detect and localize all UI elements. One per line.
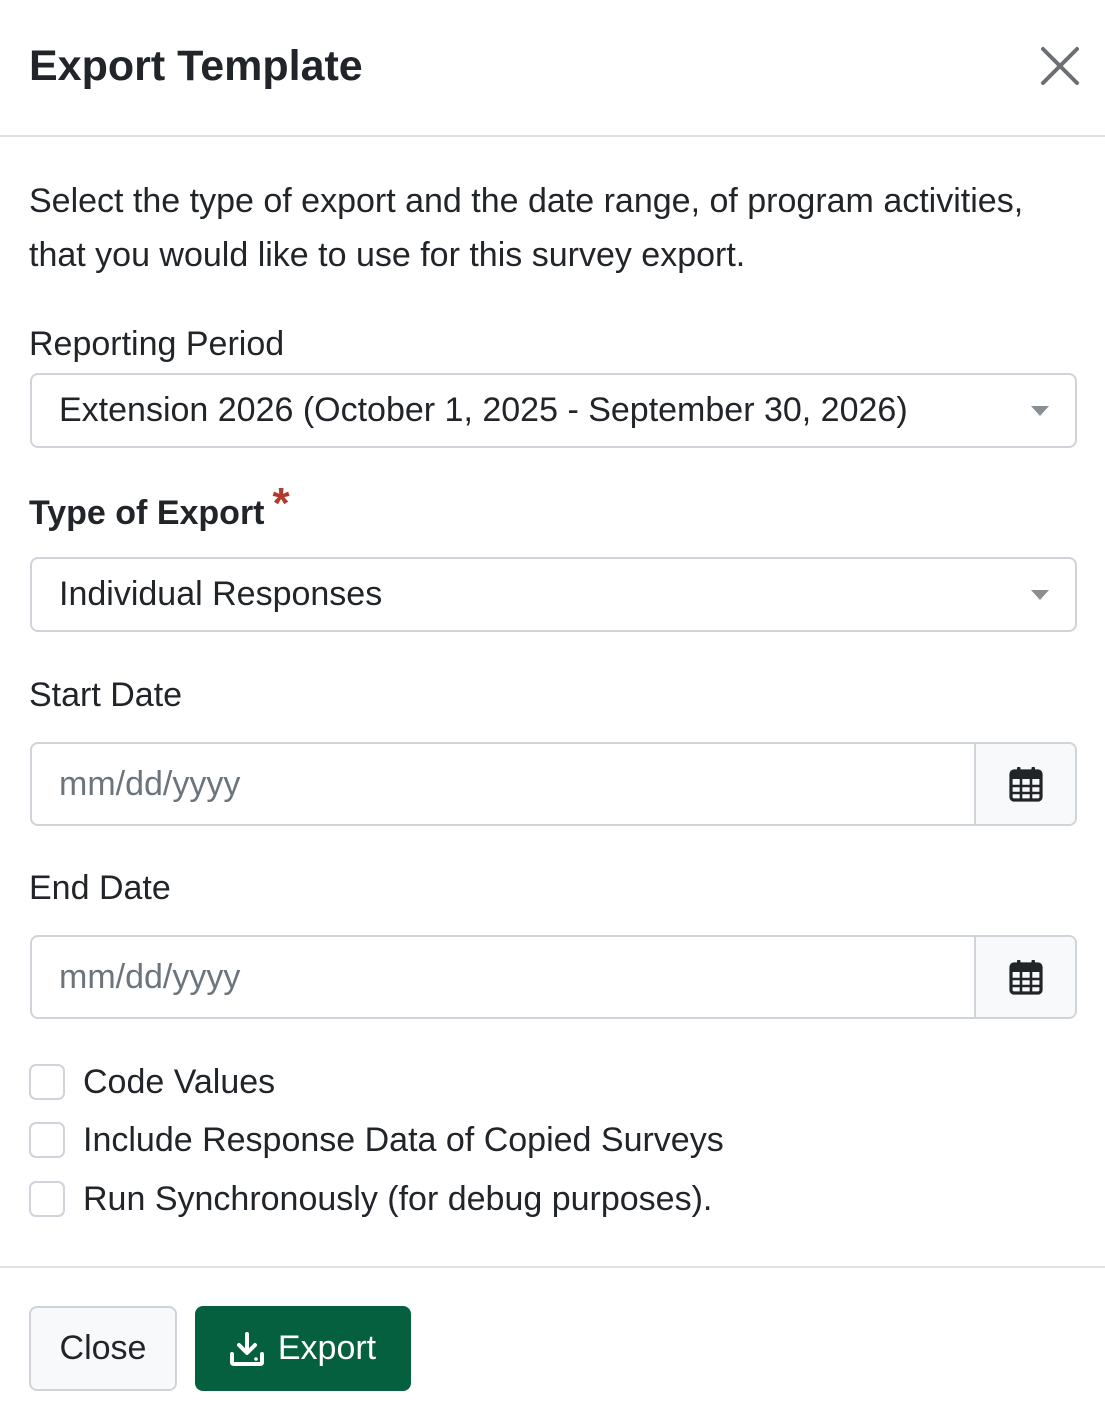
export-type-select[interactable] — [30, 557, 1077, 632]
start-date-label: Start Date — [29, 676, 183, 714]
export-button-label: Export — [277, 1329, 377, 1367]
reporting-period-label: Reporting Period — [29, 325, 285, 363]
code-values-label: Code Values — [83, 1063, 276, 1101]
start-date-calendar-button[interactable] — [974, 744, 1075, 824]
calendar-icon — [1009, 959, 1043, 995]
export-type-value: Individual Responses — [59, 575, 383, 613]
code-values-checkbox[interactable] — [29, 1064, 65, 1100]
required-marker: * — [272, 479, 290, 528]
chevron-down-icon — [1031, 590, 1049, 600]
code-values-option[interactable] — [29, 1062, 275, 1102]
reporting-period-value: Extension 2026 (October 1, 2025 - September 30, 2026) — [59, 391, 908, 429]
end-date-label: End Date — [29, 869, 171, 907]
end-date-input[interactable] — [32, 937, 977, 1017]
export-type-label-wrap — [29, 479, 290, 535]
modal-header — [0, 0, 1105, 137]
modal-title: Export Template — [29, 42, 363, 90]
export-type-label: Type of Export — [29, 494, 265, 532]
start-date-group — [30, 742, 1077, 826]
download-icon — [230, 1332, 264, 1366]
start-date-input[interactable] — [32, 744, 977, 824]
calendar-icon — [1009, 766, 1043, 802]
modal-footer — [0, 1266, 1105, 1413]
export-button[interactable] — [195, 1306, 411, 1391]
end-date-calendar-button[interactable] — [974, 937, 1075, 1017]
close-icon[interactable] — [1034, 40, 1086, 92]
include-copied-surveys-checkbox[interactable] — [29, 1122, 65, 1158]
reporting-period-select[interactable] — [30, 373, 1077, 448]
intro-text: Select the type of export and the date range, of program activities, that you would like to use for this survey export. — [29, 182, 1024, 274]
chevron-down-icon — [1031, 406, 1049, 416]
close-button[interactable]: Close — [29, 1306, 177, 1391]
run-synchronously-label: Run Synchronously (for debug purposes). — [83, 1180, 713, 1218]
run-synchronously-checkbox[interactable] — [29, 1181, 65, 1217]
run-synchronously-option[interactable] — [29, 1179, 712, 1219]
end-date-group — [30, 935, 1077, 1019]
include-copied-surveys-option[interactable] — [29, 1120, 724, 1160]
include-copied-surveys-label: Include Response Data of Copied Surveys — [83, 1121, 724, 1159]
